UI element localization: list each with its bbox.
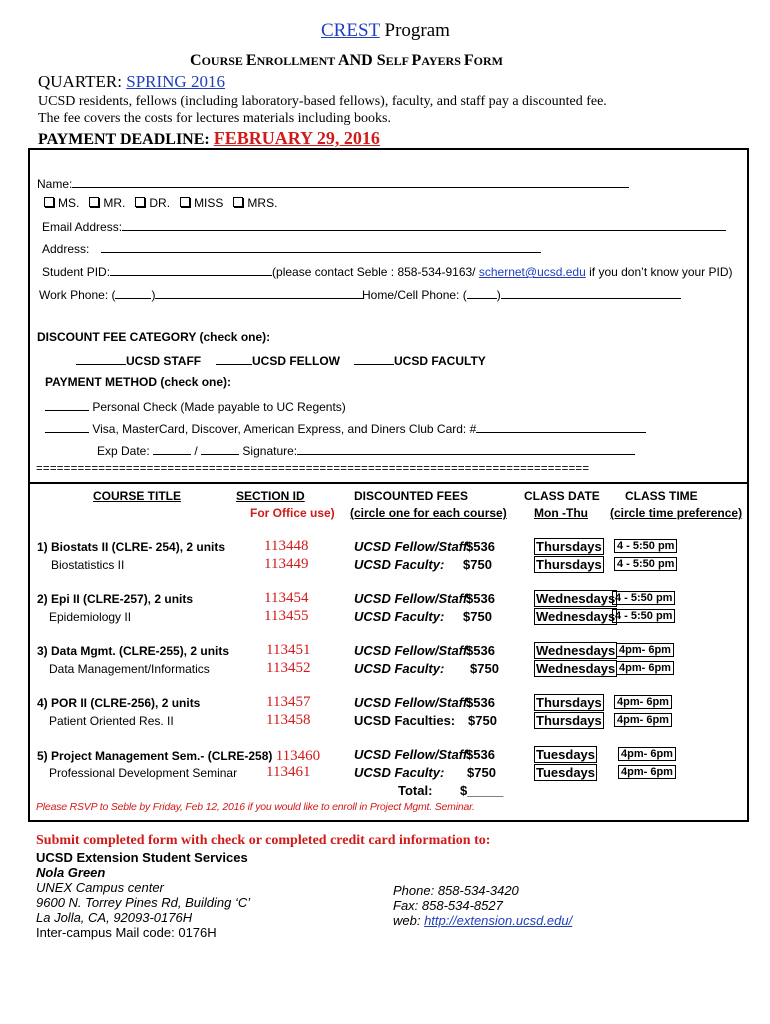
- address-line-3: La Jolla, CA, 92093-0176H: [36, 910, 193, 925]
- class-day[interactable]: Wednesdays: [536, 661, 616, 676]
- course-subtitle: Professional Development Seminar: [49, 766, 238, 780]
- course-title: 2) Epi II (CLRE-257), 2 units: [37, 592, 194, 606]
- class-day[interactable]: Thursdays: [536, 695, 602, 710]
- course-subtitle: Epidemiology II: [49, 610, 132, 624]
- fee-label[interactable]: UCSD Fellow/Staff:: [354, 643, 472, 658]
- class-time[interactable]: 4pm- 6pm: [618, 765, 676, 779]
- discount-faculty-option[interactable]: UCSD FACULTY: [354, 352, 486, 368]
- form-title: COURSE ENROLLMENT AND SELF PAYERS FORM: [190, 52, 503, 69]
- section-id: 113451: [266, 642, 311, 658]
- class-time[interactable]: 4 - 5:50 pm: [612, 609, 675, 623]
- submit-note: Submit completed form with check or completed credit card information to:: [36, 833, 491, 848]
- fee-label[interactable]: UCSD Faculties:: [354, 713, 456, 728]
- col-class-time: CLASS TIME: [625, 489, 698, 503]
- fee-amount[interactable]: $750: [468, 713, 497, 728]
- address-field[interactable]: Address:: [42, 240, 541, 256]
- class-day[interactable]: Tuesdays: [536, 747, 596, 762]
- website-link[interactable]: http://extension.ucsd.edu/: [424, 913, 573, 928]
- checkbox-mrs[interactable]: MRS.: [233, 196, 277, 210]
- course-title: 5) Project Management Sem.- (CLRE-258) 113460: [37, 748, 321, 764]
- pay-check-option[interactable]: Personal Check (Made payable to UC Regents): [45, 398, 346, 414]
- mail-code: Inter-campus Mail code: 0176H: [36, 925, 217, 940]
- intro-line-2: The fee covers the costs for lectures materials including books.: [38, 111, 391, 126]
- total-label: Total:: [398, 783, 433, 798]
- email-field[interactable]: Email Address:: [42, 218, 726, 234]
- fee-amount[interactable]: $750: [470, 661, 499, 676]
- total-value[interactable]: $_____: [460, 783, 504, 798]
- class-time[interactable]: 4pm- 6pm: [618, 747, 676, 761]
- col-class-date-sub: Mon -Thu: [534, 506, 588, 520]
- section-id: 113460: [275, 748, 321, 764]
- fee-label[interactable]: UCSD Faculty:: [354, 765, 445, 780]
- web-line: web: http://extension.ucsd.edu/: [393, 913, 573, 928]
- fee-label[interactable]: UCSD Fellow/Staff:: [354, 591, 472, 606]
- col-class-date: CLASS DATE: [524, 489, 600, 503]
- payment-deadline: PAYMENT DEADLINE: FEBRUARY 29, 2016: [38, 128, 380, 148]
- course-subtitle: Data Management/Informatics: [49, 662, 210, 676]
- course-title: 1) Biostats II (CLRE- 254), 2 units: [37, 540, 226, 554]
- section-id: 113455: [264, 608, 309, 624]
- contact-name: Nola Green: [36, 865, 106, 880]
- fee-amount[interactable]: $536: [466, 643, 495, 658]
- checkbox-dr[interactable]: DR.: [135, 196, 170, 210]
- crest-link[interactable]: CREST: [321, 20, 380, 41]
- class-time[interactable]: 4pm- 6pm: [616, 643, 674, 657]
- fee-label[interactable]: UCSD Faculty:: [354, 661, 445, 676]
- fee-label[interactable]: UCSD Fellow/Staff:: [354, 695, 472, 710]
- class-day[interactable]: Wednesdays: [536, 591, 616, 606]
- col-office-use: For Office use): [250, 506, 335, 520]
- name-field[interactable]: Name:: [37, 175, 629, 191]
- checkbox-miss[interactable]: MISS: [180, 196, 223, 210]
- section-id: 113452: [266, 660, 311, 676]
- col-course-title: COURSE TITLE: [93, 489, 182, 503]
- class-time[interactable]: 4pm- 6pm: [616, 661, 674, 675]
- pay-card-option[interactable]: Visa, MasterCard, Discover, American Express, and Diners Club Card: #: [45, 420, 646, 436]
- exp-signature-field[interactable]: Exp Date: / Signature:: [97, 442, 635, 458]
- program-title: CREST Program: [321, 20, 450, 41]
- class-day[interactable]: Wednesdays: [536, 609, 616, 624]
- address-line-2: 9600 N. Torrey Pines Rd, Building ‘C’: [36, 895, 251, 910]
- class-day[interactable]: Thursdays: [536, 557, 602, 572]
- payment-heading: PAYMENT METHOD (check one):: [45, 375, 232, 389]
- org-name: UCSD Extension Student Services: [36, 850, 248, 865]
- section-id: 113454: [264, 590, 309, 606]
- pid-email-link[interactable]: schernet@ucsd.edu: [478, 265, 586, 279]
- fee-amount[interactable]: $536: [466, 747, 495, 762]
- class-day[interactable]: Thursdays: [536, 539, 602, 554]
- course-subtitle: Patient Oriented Res. II: [49, 714, 174, 728]
- deadline-value: FEBRUARY 29, 2016: [213, 128, 380, 148]
- col-fees: DISCOUNTED FEES: [354, 489, 469, 503]
- checkbox-ms[interactable]: MS.: [44, 196, 79, 210]
- fee-label[interactable]: UCSD Fellow/Staff:: [354, 539, 472, 554]
- fee-amount[interactable]: $750: [467, 765, 496, 780]
- fee-amount[interactable]: $536: [466, 539, 495, 554]
- col-fees-sub: (circle one for each course): [350, 506, 507, 520]
- class-time[interactable]: 4 - 5:50 pm: [614, 557, 677, 571]
- class-day[interactable]: Thursdays: [536, 713, 602, 728]
- class-time[interactable]: 4pm- 6pm: [614, 713, 672, 727]
- intro-line-1: UCSD residents, fellows (including laboratory-based fellows), faculty, and staff pay a discounted fee.: [38, 94, 607, 109]
- home-phone-field[interactable]: Home/Cell Phone: ( ): [362, 286, 681, 302]
- course-title: 4) POR II (CLRE-256), 2 units: [37, 696, 201, 710]
- course-subtitle: Biostatistics II: [51, 558, 125, 572]
- separator-line: ================================================================================: [36, 463, 590, 475]
- title-checkboxes: [44, 196, 277, 210]
- phone-number: Phone: 858-534-3420: [393, 883, 519, 898]
- address-line-1: UNEX Campus center: [36, 880, 164, 895]
- fee-amount[interactable]: $750: [463, 609, 492, 624]
- class-day[interactable]: Tuesdays: [536, 765, 596, 780]
- quarter-value: SPRING 2016: [126, 72, 225, 91]
- class-time[interactable]: 4 - 5:50 pm: [612, 591, 675, 605]
- checkbox-mr[interactable]: MR.: [89, 196, 125, 210]
- class-day[interactable]: Wednesdays: [536, 643, 616, 658]
- course-title: 3) Data Mgmt. (CLRE-255), 2 units: [37, 644, 230, 658]
- section-id: 113458: [266, 712, 311, 728]
- section-id: 113448: [264, 538, 309, 554]
- fax-number: Fax: 858-534-8527: [393, 898, 503, 913]
- fee-amount[interactable]: $536: [466, 591, 495, 606]
- section-id: 113461: [266, 764, 311, 780]
- work-phone-field[interactable]: Work Phone: ( ): [39, 286, 363, 302]
- fee-label[interactable]: UCSD Faculty:: [354, 609, 445, 624]
- col-class-time-sub: (circle time preference): [610, 506, 743, 520]
- student-pid-field[interactable]: Student PID: (please contact Seble : 858-534-9163/ schernet@ucsd.edu if you don’t know your PID): [42, 265, 733, 279]
- section-id: 113449: [264, 556, 309, 572]
- quarter-line: QUARTER: SPRING 2016: [38, 72, 225, 91]
- fee-label[interactable]: UCSD Faculty:: [354, 557, 445, 572]
- fee-amount[interactable]: $536: [466, 695, 495, 710]
- class-time[interactable]: 4pm- 6pm: [614, 695, 672, 709]
- section-id: 113457: [266, 694, 311, 710]
- rsvp-note: Please RSVP to Seble by Friday, Feb 12, 2016 if you would like to enroll in Project Mgmt. Seminar.: [36, 801, 475, 813]
- class-time[interactable]: 4 - 5:50 pm: [614, 539, 677, 553]
- discount-fellow-option[interactable]: UCSD FELLOW: [216, 352, 340, 368]
- fee-label[interactable]: UCSD Fellow/Staff:: [354, 747, 472, 762]
- fee-amount[interactable]: $750: [463, 557, 492, 572]
- col-section-id: SECTION ID: [236, 489, 305, 503]
- discount-staff-option[interactable]: UCSD STAFF: [76, 352, 201, 368]
- discount-heading: DISCOUNT FEE CATEGORY (check one):: [37, 330, 271, 344]
